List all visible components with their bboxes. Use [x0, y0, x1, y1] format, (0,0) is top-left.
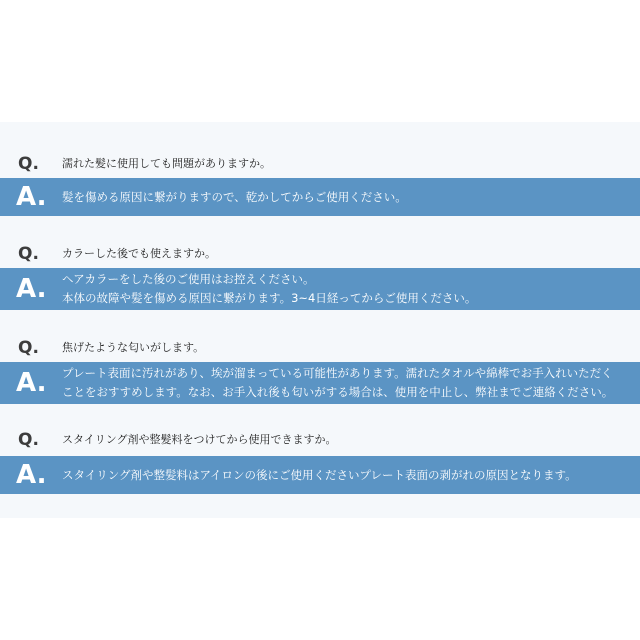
answer-marker: A.	[16, 182, 47, 212]
answer-text	[62, 466, 632, 485]
question-marker: Q.	[18, 244, 39, 264]
answer-bar	[0, 362, 640, 404]
question-row	[0, 338, 640, 358]
question-marker: Q.	[18, 338, 39, 358]
answer-bar	[0, 178, 640, 216]
faq-panel	[0, 122, 640, 518]
answer-marker: A.	[16, 460, 47, 490]
question-marker: Q.	[18, 154, 39, 174]
question-row	[0, 244, 640, 264]
question-text: カラーした後でも使えますか。	[62, 247, 216, 260]
answer-bar	[0, 268, 640, 310]
question-text: 焦げたような匂いがします。	[62, 341, 205, 354]
answer-text	[62, 188, 632, 207]
answer-line: スタイリング剤や整髪料はアイロンの後にご使用くださいプレート表面の剥がれの原因となります。	[62, 468, 577, 482]
answer-marker: A.	[16, 274, 47, 304]
answer-text	[62, 364, 632, 402]
answer-bar	[0, 456, 640, 494]
answer-line: 髪を傷める原因に繋がりますので、乾かしてからご使用ください。	[62, 190, 407, 204]
answer-marker: A.	[16, 368, 47, 398]
answer-line: ことをおすすめします。なお、お手入れ後も匂いがする場合は、使用を中止し、弊社までご連絡ください。	[62, 385, 614, 399]
answer-line: プレート表面に汚れがあり、埃が溜まっている可能性があります。濡れたタオルや綿棒でお手入れいただく	[62, 366, 613, 380]
question-row	[0, 154, 640, 174]
answer-line: 本体の故障や髪を傷める原因に繋がります。3~4日経ってからご使用ください。	[62, 291, 477, 305]
answer-line: ヘアカラーをした後のご使用はお控えください。	[62, 272, 315, 286]
question-row	[0, 430, 640, 450]
question-marker: Q.	[18, 430, 39, 450]
question-text: スタイリング剤や整髪料をつけてから使用できますか。	[62, 433, 337, 446]
question-text: 濡れた髪に使用しても問題がありますか。	[62, 157, 271, 170]
answer-text	[62, 270, 632, 308]
